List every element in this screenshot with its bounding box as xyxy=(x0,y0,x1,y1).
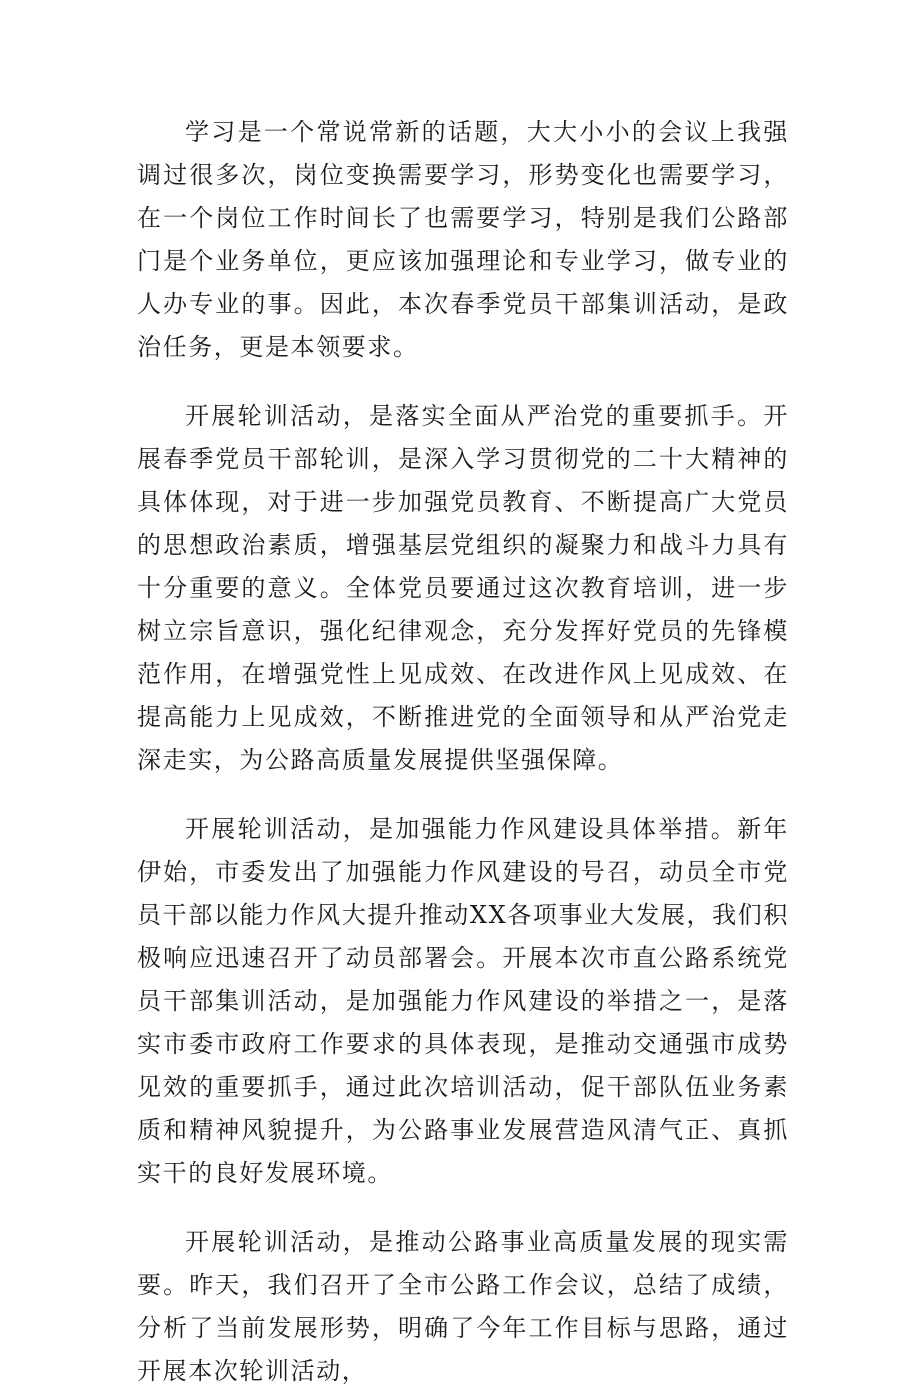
document-body xyxy=(137,111,789,1393)
paragraph-2: 开展轮训活动，是落实全面从严治党的重要抓手。开展春季党员干部轮训，是深入学习贯彻党的二十大精神的具体体现，对于进一步加强党员教育、不断提高广大党员的思想政治素质，增强基层党组织的凝聚力和战斗力具有十分重要的意义。全体党员要通过这次教育培训，进一步树立宗旨意识，强化纪律观念，充分发挥好党员的先锋模范作用，在增强党性上见成效、在改进作风上见成效、在提高能力上见成效，不断推进党的全面领导和从严治党走深走实，为公路高质量发展提供坚强保障。 xyxy=(137,402,789,774)
paragraph-3: 开展轮训活动，是加强能力作风建设具体举措。新年伊始，市委发出了加强能力作风建设的号召，动员全市党员干部以能力作风大提升推动XX各项事业大发展，我们积极响应迅速召开了动员部署会。开展本次市直公路系统党员干部集训活动，是加强能力作风建设的举措之一，是落实市委市政府工作要求的具体表现，是推动交通强市成势见效的重要抓手，通过此次培训活动，促干部队伍业务素质和精神风貌提升，为公路事业发展营造风清气正、真抓实干的良好发展环境。 xyxy=(137,815,789,1187)
paragraph-4: 开展轮训活动，是推动公路事业高质量发展的现实需要。昨天，我们召开了全市公路工作会议，总结了成绩，分析了当前发展形势，明确了今年工作目标与思路，通过开展本次轮训活动， xyxy=(137,1228,789,1385)
paragraph-1: 学习是一个常说常新的话题，大大小小的会议上我强调过很多次，岗位变换需要学习，形势变化也需要学习，在一个岗位工作时间长了也需要学习，特别是我们公路部门是个业务单位，更应该加强理论和专业学习，做专业的人办专业的事。因此，本次春季党员干部集训活动，是政治任务，更是本领要求。 xyxy=(137,118,789,361)
